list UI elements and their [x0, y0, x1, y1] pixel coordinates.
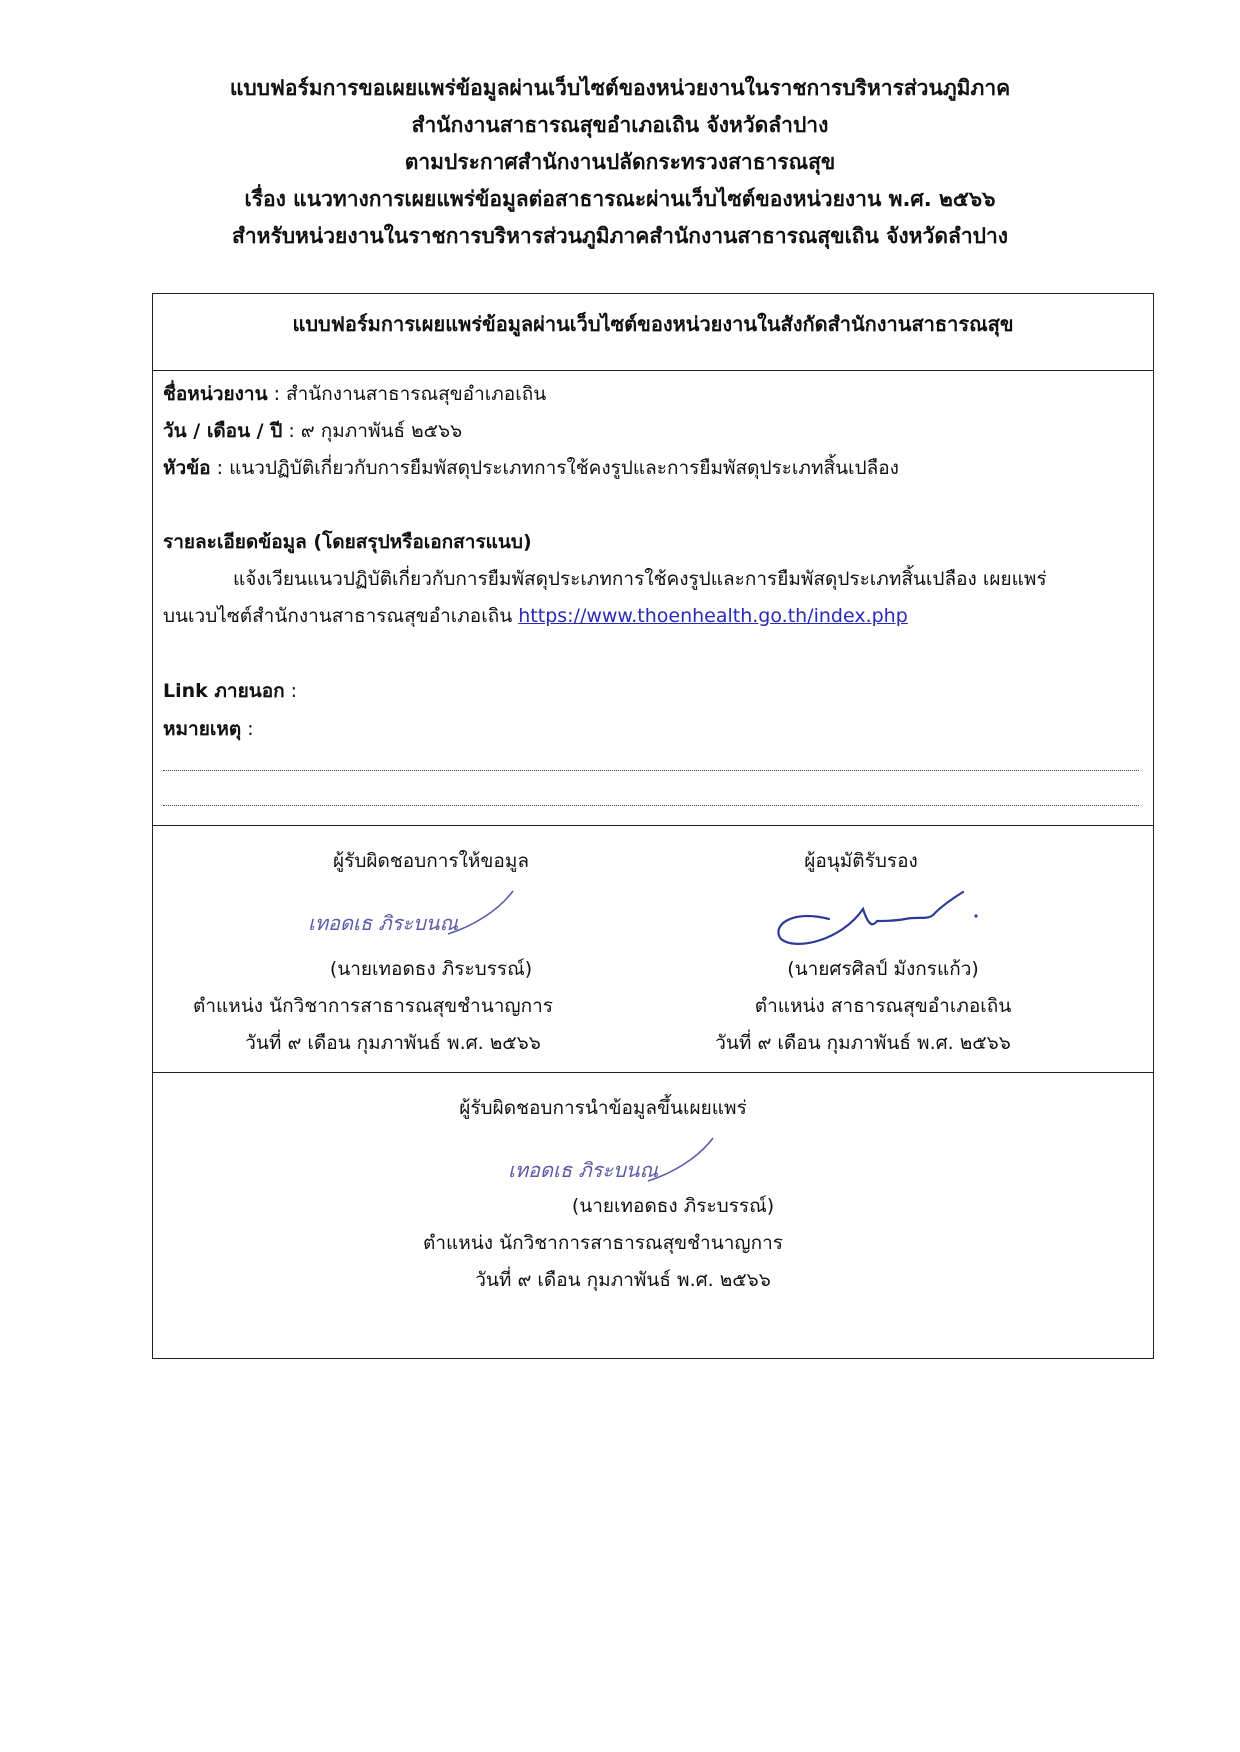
- publisher-name: (นายเทอดธง ภิระบรรณ์): [571, 1195, 775, 1217]
- topic-label: หัวข้อ: [163, 457, 211, 479]
- header-line-3: ตามประกาศสำนักงานปลัดกระทรวงสาธารณสุข: [404, 150, 836, 174]
- form-content-box: [152, 370, 1154, 826]
- date-label: วัน / เดือน / ปี: [163, 420, 283, 442]
- remark-dotted-line-2: [163, 804, 1139, 806]
- header-line-2: สำนักงานสาธารณสุขอำเภอเถิน จังหวัดลำปาง: [411, 113, 829, 137]
- signature-box: [152, 825, 1154, 1073]
- right-signature-image: [771, 891, 991, 951]
- date-row: [163, 416, 462, 446]
- header-line-4: เรื่อง แนวทางการเผยแพร่ข้อมูลต่อสาธารณะผ่านเว็บไซต์ของหน่วยงาน พ.ศ. ๒๕๖๖: [244, 187, 996, 211]
- external-link-row: [163, 676, 297, 706]
- publisher-date: วันที่ ๙ เดือน กุมภาพันธ์ พ.ศ. ๒๕๖๖: [475, 1269, 771, 1291]
- details-label: รายละเอียดข้อมูล (โดยสรุปหรือเอกสารแนบ): [163, 531, 532, 553]
- left-signature-text: เทอดเธ ภิระบนณ: [308, 911, 459, 935]
- left-signer-role: ผู้รับผิดชอบการให้ขอมูล: [333, 850, 529, 872]
- publisher-box: [152, 1072, 1154, 1359]
- publisher-signature-text: เทอดเธ ภิระบนณ: [508, 1158, 659, 1182]
- agency-value: : สำนักงานสาธารณสุขอำเภอเถิน: [267, 383, 547, 405]
- details-line-1: แจ้งเวียนแนวปฏิบัติเกี่ยวกับการยืมพัสดุประเภทการใช้คงรูปและการยืมพัสดุประเภทสิ้นเปลือง เผยแพร่: [233, 568, 1047, 590]
- details-line-2: [163, 601, 908, 631]
- document-header: [0, 70, 1240, 255]
- left-signer-position: ตำแหน่ง นักวิชาการสาธารณสุขชำนาญการ: [193, 995, 553, 1017]
- remark-row: [163, 714, 254, 744]
- details-heading: [163, 527, 532, 557]
- form-title-box: [152, 293, 1154, 371]
- details-link[interactable]: https://www.thoenhealth.go.th/index.php: [518, 605, 908, 627]
- remark-dotted-line-1: [163, 769, 1139, 771]
- date-value: : ๙ กุมภาพันธ์ ๒๕๖๖: [282, 420, 463, 442]
- agency-row: [163, 379, 546, 409]
- external-link-value: :: [284, 680, 298, 702]
- header-line-5: สำหรับหน่วยงานในราชการบริหารส่วนภูมิภาคสำนักงานสาธารณสุขเถิน จังหวัดลำปาง: [232, 224, 1008, 248]
- remark-value: :: [241, 718, 254, 740]
- publisher-position: ตำแหน่ง นักวิชาการสาธารณสุขชำนาญการ: [423, 1232, 783, 1254]
- topic-value: : แนวปฏิบัติเกี่ยวกับการยืมพัสดุประเภทการใช้คงรูปและการยืมพัสดุประเภทสิ้นเปลือง: [210, 457, 899, 479]
- form-title: แบบฟอร์มการเผยแพร่ข้อมูลผ่านเว็บไซต์ของหน่วยงานในสังกัดสำนักงานสาธารณสุข: [292, 312, 1014, 336]
- right-signer-role: ผู้อนุมัติรับรอง: [804, 850, 918, 872]
- left-signer-name: (นายเทอดธง ภิระบรรณ์): [329, 958, 533, 980]
- details-line-2-text: บนเวบไซต์สำนักงานสาธารณสุขอำเภอเถิน: [163, 605, 519, 627]
- remark-label: หมายเหตุ: [163, 718, 242, 740]
- left-signature-image: [298, 886, 558, 946]
- publisher-signature-image: [498, 1133, 758, 1193]
- publisher-role: ผู้รับผิดชอบการนำข้อมูลขึ้นเผยแพร่: [459, 1097, 747, 1119]
- topic-row: [163, 453, 899, 483]
- right-signer-date: วันที่ ๙ เดือน กุมภาพันธ์ พ.ศ. ๒๕๖๖: [715, 1032, 1011, 1054]
- header-line-1: แบบฟอร์มการขอเผยแพร่ข้อมูลผ่านเว็บไซต์ของหน่วยงานในราชการบริหารส่วนภูมิภาค: [229, 76, 1011, 100]
- right-signer-name: (นายศรศิลป์ มังกรแก้ว): [787, 958, 979, 980]
- external-link-label: Link ภายนอก: [163, 680, 285, 702]
- agency-label: ชื่อหน่วยงาน: [163, 383, 268, 405]
- left-signer-date: วันที่ ๙ เดือน กุมภาพันธ์ พ.ศ. ๒๕๖๖: [245, 1032, 541, 1054]
- right-signer-position: ตำแหน่ง สาธารณสุขอำเภอเถิน: [754, 995, 1012, 1017]
